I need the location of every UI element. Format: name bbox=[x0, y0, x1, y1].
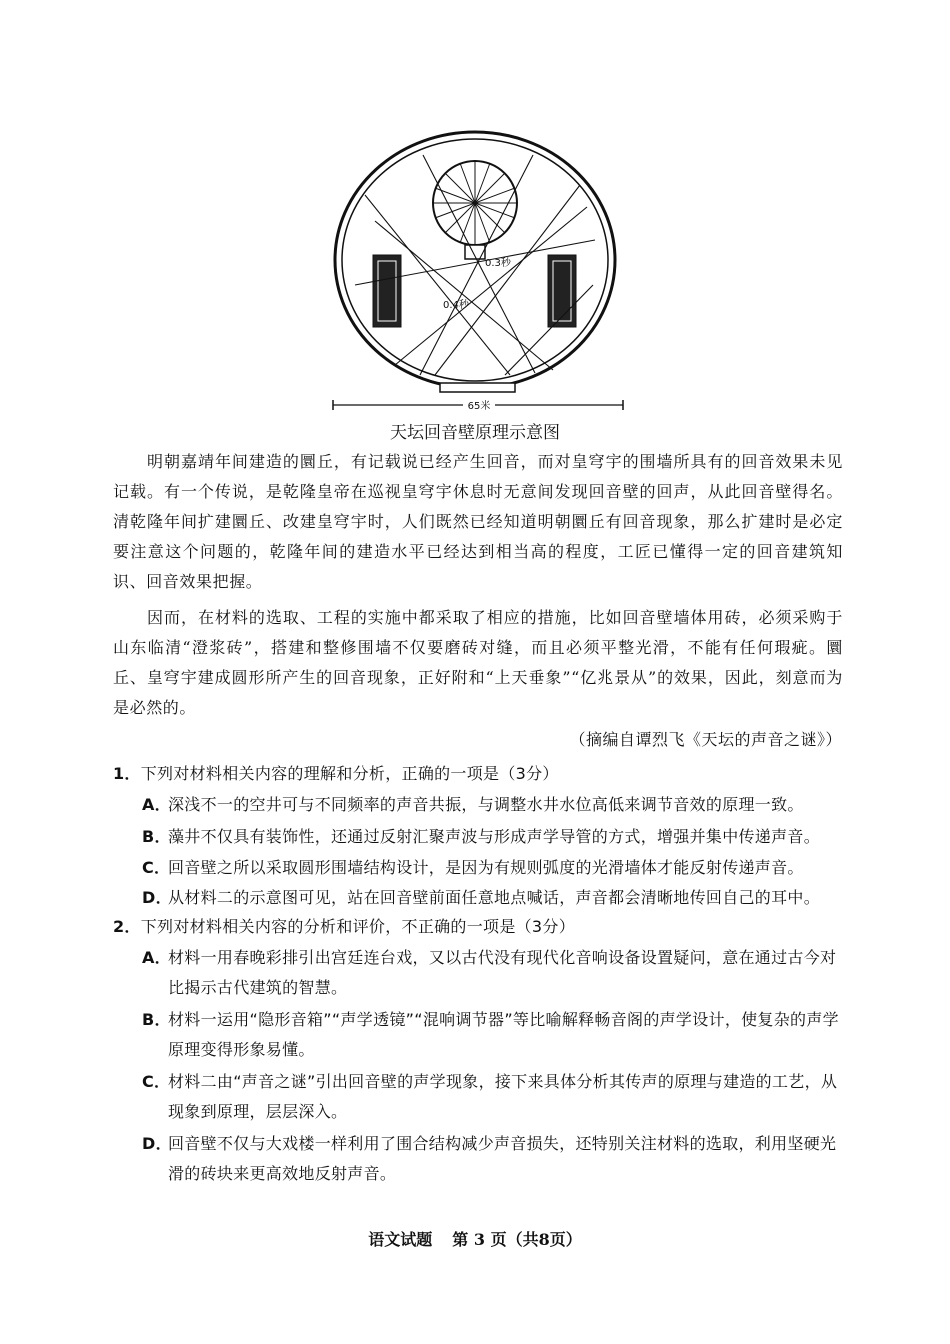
option-letter: B． bbox=[142, 1010, 171, 1029]
option-text: 藻井不仅具有装饰性，还通过反射汇聚声波与形成声学导管的方式，增强并集中传递声音。 bbox=[168, 827, 821, 846]
question-2-option-b[interactable] bbox=[142, 1005, 844, 1065]
passage-source: （摘编自谭烈飞《天坛的声音之谜》） bbox=[569, 730, 842, 749]
question-2-option-c[interactable] bbox=[142, 1067, 844, 1127]
option-text: 材料二由“声音之谜”引出回音壁的声学现象，接下来具体分析其传声的原理与建造的工艺，从现象到原理，层层深入。 bbox=[168, 1072, 838, 1121]
option-letter: A． bbox=[142, 795, 171, 814]
question-2 bbox=[113, 913, 575, 941]
time-label-1: 0.3秒 bbox=[485, 258, 511, 269]
footer-page-number: 第 3 页（共8页） bbox=[452, 1230, 582, 1249]
echo-wall-diagram bbox=[325, 125, 625, 415]
option-letter: C． bbox=[142, 1072, 171, 1091]
option-letter: B． bbox=[142, 827, 171, 846]
question-1 bbox=[113, 760, 559, 788]
option-letter: A． bbox=[142, 948, 171, 967]
question-number: 2． bbox=[113, 917, 141, 936]
question-stem: 下列对材料相关内容的分析和评价，不正确的一项是（3分） bbox=[140, 917, 576, 936]
option-letter: D． bbox=[142, 1134, 172, 1153]
question-1-option-d[interactable] bbox=[142, 883, 844, 913]
option-text: 材料一用春晚彩排引出宫廷连台戏，又以古代没有现代化音响设备设置疑问，意在通过古今对比揭示古代建筑的智慧。 bbox=[168, 948, 837, 997]
option-text: 材料一运用“隐形音箱”“声学透镜”“混响调节器”等比喻解释畅音阁的声学设计，使复杂的声学原理变得形象易懂。 bbox=[168, 1010, 839, 1059]
option-text: 从材料二的示意图可见，站在回音壁前面任意地点喊话，声音都会清晰地传回自己的耳中。 bbox=[168, 888, 821, 907]
question-2-option-d[interactable] bbox=[142, 1129, 844, 1189]
time-label-2: 0.4秒 bbox=[443, 300, 469, 311]
option-letter: D． bbox=[142, 888, 172, 907]
footer-subject: 语文试题 bbox=[368, 1230, 433, 1249]
passage-paragraph-1: 明朝嘉靖年间建造的圜丘，有记载说已经产生回音，而对皇穹宇的围墙所具有的回音效果未见记载。有一个传说，是乾隆皇帝在巡视皇穹宇休息时无意间发现回音壁的回声，从此回音壁得名。清乾隆年间扩建圜丘、改建皇穹宇时，人们既然已经知道明朝圜丘有回音现象，那么扩建时是必定要注意这个问题的，乾隆年间的建造水平已经达到相当高的程度，工匠已懂得一定的回音建筑知识、回音效果把握。 bbox=[113, 452, 843, 591]
passage-paragraph-2: 因而，在材料的选取、工程的实施中都采取了相应的措施，比如回音壁墙体用砖，必须采购于山东临清“澄浆砖”，搭建和整修围墙不仅要磨砖对缝，而且必须平整光滑，不能有任何瑕疵。圜丘、皇穹宇建成圆形所产生的回音现象，正好附和“上天垂象”“亿兆景从”的效果，因此，刻意而为是必然的。 bbox=[113, 608, 843, 717]
scale-label: 65米 bbox=[467, 401, 491, 412]
option-letter: C． bbox=[142, 858, 171, 877]
option-text: 回音壁之所以采取圆形围墙结构设计，是因为有规则弧度的光滑墙体才能反射传递声音。 bbox=[168, 858, 804, 877]
option-text: 回音壁不仅与大戏楼一样利用了围合结构减少声音损失，还特别关注材料的选取，利用坚硬光滑的砖块来更高效地反射声音。 bbox=[168, 1134, 837, 1183]
question-stem: 下列对材料相关内容的理解和分析，正确的一项是（3分） bbox=[140, 764, 559, 783]
question-1-option-b[interactable] bbox=[142, 822, 844, 852]
question-1-option-a[interactable] bbox=[142, 790, 844, 820]
question-2-option-a[interactable] bbox=[142, 943, 844, 1003]
west-hall bbox=[373, 255, 401, 327]
south-gate bbox=[440, 383, 515, 392]
option-text: 深浅不一的空井可与不同频率的声音共振，与调整水井水位高低来调节音效的原理一致。 bbox=[168, 795, 804, 814]
figure-caption: 天坛回音壁原理示意图 bbox=[390, 423, 560, 443]
question-number: 1． bbox=[113, 764, 141, 783]
question-1-option-c[interactable] bbox=[142, 853, 844, 883]
page-footer bbox=[0, 1227, 950, 1250]
